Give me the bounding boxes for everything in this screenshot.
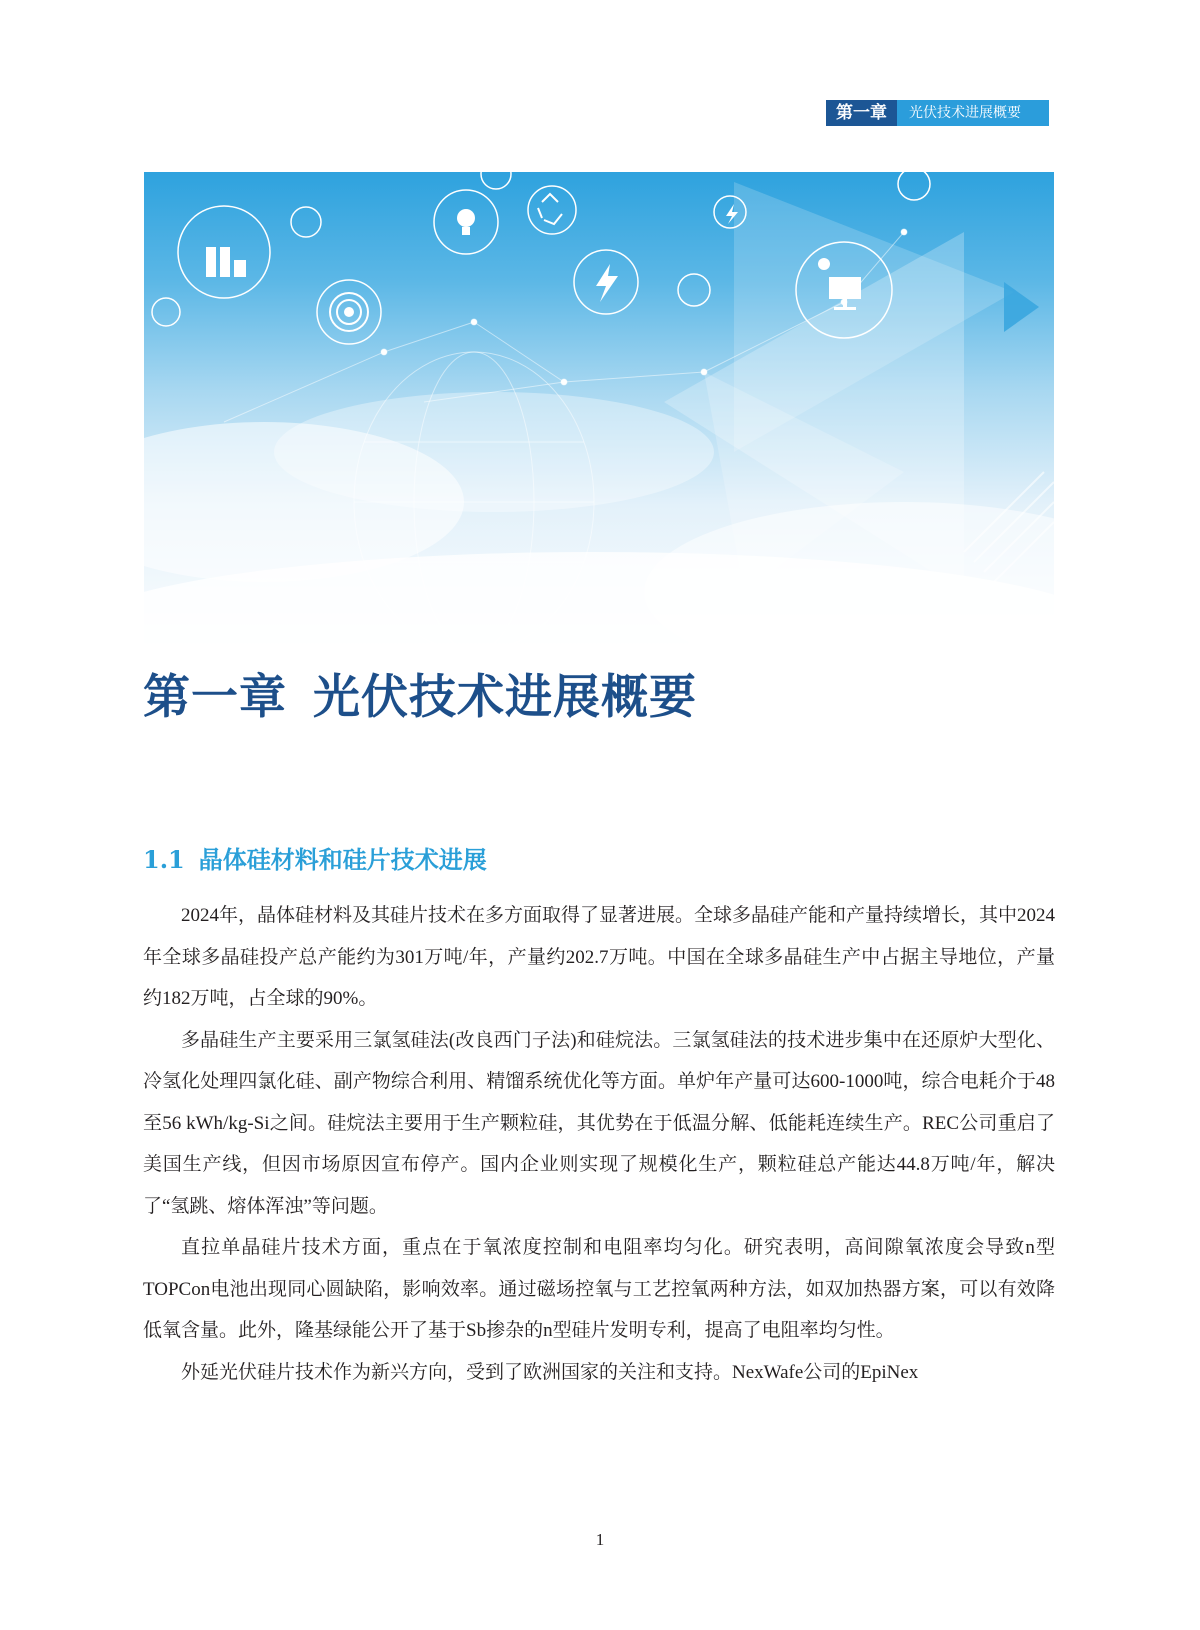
chapter-banner-image xyxy=(144,172,1054,662)
section-heading xyxy=(143,840,487,875)
paragraph: 2024年，晶体硅材料及其硅片技术在多方面取得了显著进展。全球多晶硅产能和产量持续增长，其中2024年全球多晶硅投产总产能约为301万吨/年，产量约202.7万吨。中国在全球多晶硅生产中占据主导地位，产量约182万吨，占全球的90%。 xyxy=(143,905,1056,1009)
running-header-title: 光伏技术进展概要 xyxy=(897,100,1049,126)
co2-icon-2 xyxy=(678,274,710,306)
chapter-title-label: 第一章 xyxy=(143,670,287,725)
running-header-chapter: 第一章 xyxy=(826,100,897,126)
lightbulb-icon-small xyxy=(898,172,930,200)
target-icon-small xyxy=(152,298,180,326)
chapter-title-name: 光伏技术进展概要 xyxy=(313,670,697,725)
paragraph: 多晶硅生产主要采用三氯氢硅法(改良西门子法)和硅烷法。三氯氢硅法的技术进步集中在还原炉大型化、冷氢化处理四氯化硅、副产物综合利用、精馏系统优化等方面。单炉年产量可达600-1000吨，综合电耗介于48至56 kWh/kg-Si之间。硅烷法主要用于生产颗粒硅，其优势在于低温分解、低能耗连续生产。REC公司重启了美国生产线，但因市场原因宣布停产。国内企业则实现了规模化生产，颗粒硅总产能达44.8万吨/年，解决了“氢跳、熔体浑浊”等问题。 xyxy=(143,1029,1055,1217)
paragraph: 外延光伏硅片技术作为新兴方向，受到了欧洲国家的关注和支持。NexWafe公司的EpiNex xyxy=(181,1361,919,1383)
page-number: 1 xyxy=(595,1530,605,1549)
body-text xyxy=(143,895,1055,1393)
recycle-icon xyxy=(528,186,576,234)
chapter-title xyxy=(143,660,697,727)
co2-icon xyxy=(481,172,511,189)
section-title-text: 晶体硅材料和硅片技术进展 xyxy=(198,845,487,874)
people-icon xyxy=(291,207,321,237)
section-number: 1.1 xyxy=(143,845,185,874)
paragraph: 直拉单晶硅片技术方面，重点在于氧浓度控制和电阻率均匀化。研究表明，高间隙氧浓度会导致n型TOPCon电池出现同心圆缺陷，影响效率。通过磁场控氧与工艺控氧两种方法，如双加热器方案，可以有效降低氧含量。此外，隆基绿能公开了基于Sb掺杂的n型硅片发明专利，提高了电阻率均匀性。 xyxy=(143,1237,1055,1341)
running-header xyxy=(826,100,1049,126)
